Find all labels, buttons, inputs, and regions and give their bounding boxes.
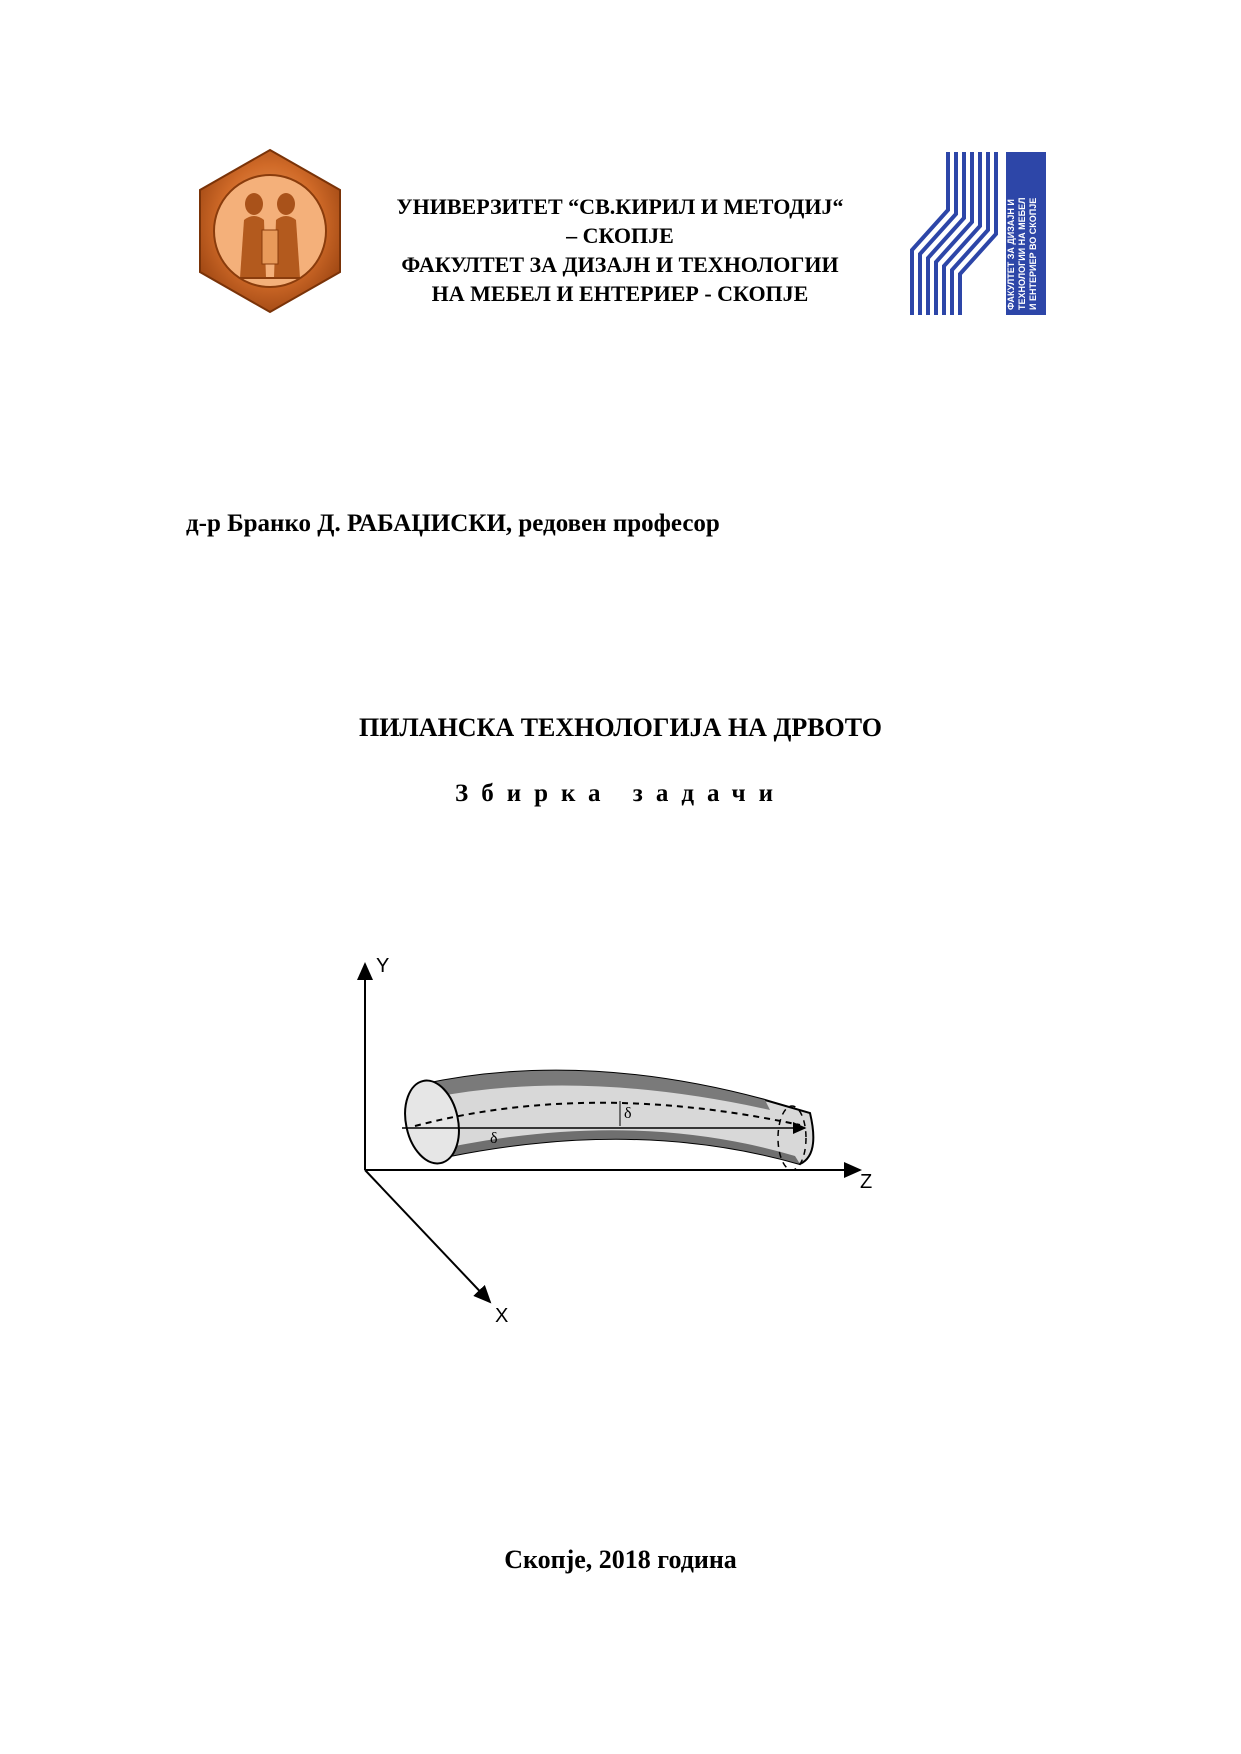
faculty-name-line1: ФАКУЛТЕТ ЗА ДИЗАЈН И ТЕХНОЛОГИИ xyxy=(401,252,839,277)
university-seal-logo xyxy=(190,146,350,321)
university-name-line2: – СКОПЈЕ xyxy=(566,223,674,248)
faculty-logo xyxy=(910,150,1050,325)
svg-text:ТЕХНОЛОГИИ НА МЕБЕЛ: ТЕХНОЛОГИИ НА МЕБЕЛ xyxy=(1017,197,1027,310)
y-axis-label: Y xyxy=(376,955,390,977)
z-axis-label: Z xyxy=(860,1171,873,1193)
svg-text:И ЕНТЕРИЕР ВО СКОПЈЕ: И ЕНТЕРИЕР ВО СКОПЈЕ xyxy=(1028,197,1038,310)
document-title: ПИЛАНСКА ТЕХНОЛОГИЈА НА ДРВОТО xyxy=(358,713,883,742)
svg-text:ФАКУЛТЕТ ЗА ДИЗАЈН И: ФАКУЛТЕТ ЗА ДИЗАЈН И xyxy=(1006,199,1016,310)
bent-log-figure xyxy=(340,950,900,1355)
faculty-name-line2: НА МЕБЕЛ И ЕНТЕРИЕР - СКОПЈЕ xyxy=(431,281,809,306)
deflection-label-2: δ xyxy=(490,1130,498,1147)
deflection-label-1: δ xyxy=(624,1105,632,1122)
x-axis-label: X xyxy=(495,1305,509,1327)
header-institution xyxy=(340,192,900,308)
x-axis xyxy=(365,1170,490,1302)
document-subtitle: Збирка задачи xyxy=(455,780,786,807)
university-name-line1: УНИВЕРЗИТЕТ “СВ.КИРИЛ И МЕТОДИЈ“ xyxy=(396,194,844,219)
place-and-year: Скопје, 2018 година xyxy=(504,1545,737,1574)
author-name: д-р Бранко Д. РАБАЏИСКИ, редовен професор xyxy=(186,510,720,537)
